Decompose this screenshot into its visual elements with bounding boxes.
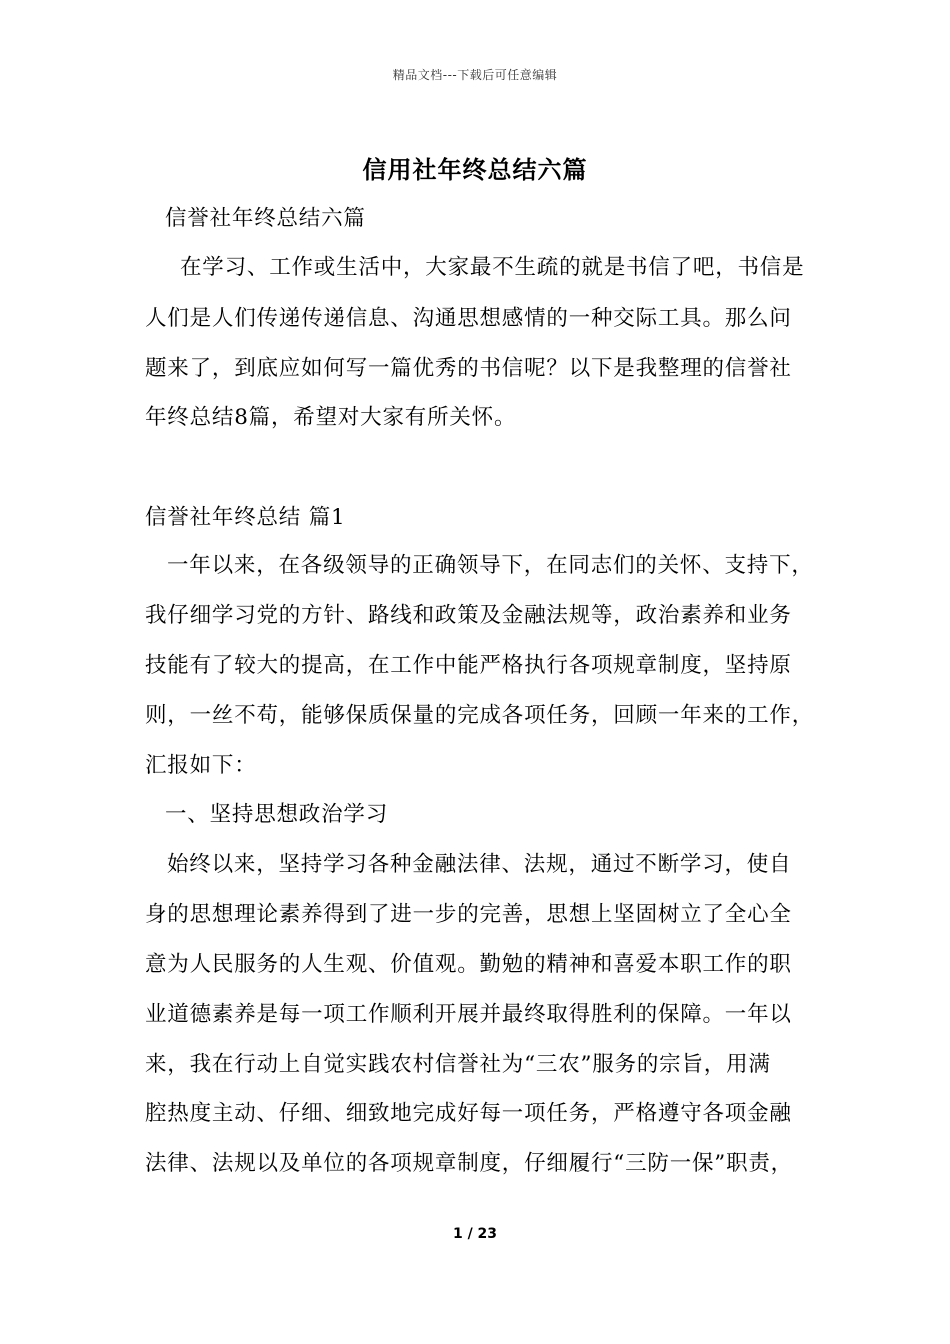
text-line: 身的思想理论素养得到了进一步的完善，思想上坚固树立了全心全 [145, 902, 792, 927]
text-line: 题来了，到底应如何写一篇优秀的书信呢？以下是我整理的信誉社 [145, 356, 792, 381]
text-line: 始终以来，坚持学习各种金融法律、法规，通过不断学习，使自 [167, 852, 792, 877]
section-heading: 信誉社年终总结 篇1 [145, 505, 346, 530]
text-line: 我仔细学习党的方针、路线和政策及金融法规等，政治素养和业务 [145, 603, 792, 628]
text-line: 法律、法规以及单位的各项规章制度，仔细履行“三防一保”职责， [145, 1151, 793, 1176]
text-line: 信誉社年终总结六篇 [165, 206, 366, 231]
text-line: 技能有了较大的提高，在工作中能严格执行各项规章制度，坚持原 [145, 653, 792, 678]
text-line: 人们是人们传递传递信息、沟通思想感情的一种交际工具。那么问 [145, 306, 792, 331]
text-line: 意为人民服务的人生观、价值观。勤勉的精神和喜爱本职工作的职 [145, 952, 792, 977]
document-title: 信用社年终总结六篇 [362, 155, 588, 184]
text-line: 业道德素养是每一项工作顺利开展并最终取得胜利的保障。一年以 [145, 1002, 792, 1027]
text-line: 腔热度主动、仔细、细致地完成好每一项任务，严格遵守各项金融 [145, 1101, 792, 1126]
text-line: 一年以来，在各级领导的正确领导下，在同志们的关怀、支持下， [167, 553, 814, 578]
text-line: 汇报如下： [145, 753, 257, 778]
page-header: 精品文档---下载后可任意编辑 [392, 68, 558, 82]
text-line: 则，一丝不苟，能够保质保量的完成各项任务，回顾一年来的工作， [145, 703, 815, 728]
subsection-heading: 一、坚持思想政治学习 [165, 802, 389, 827]
text-line: 在学习、工作或生活中，大家最不生疏的就是书信了吧，书信是 [180, 255, 805, 280]
text-line: 年终总结8篇，希望对大家有所关怀。 [145, 405, 517, 430]
page-number: 1 / 23 [452, 1226, 498, 1242]
text-line: 来，我在行动上自觉实践农村信誉社为“三农”服务的宗旨，用满 [145, 1052, 771, 1077]
